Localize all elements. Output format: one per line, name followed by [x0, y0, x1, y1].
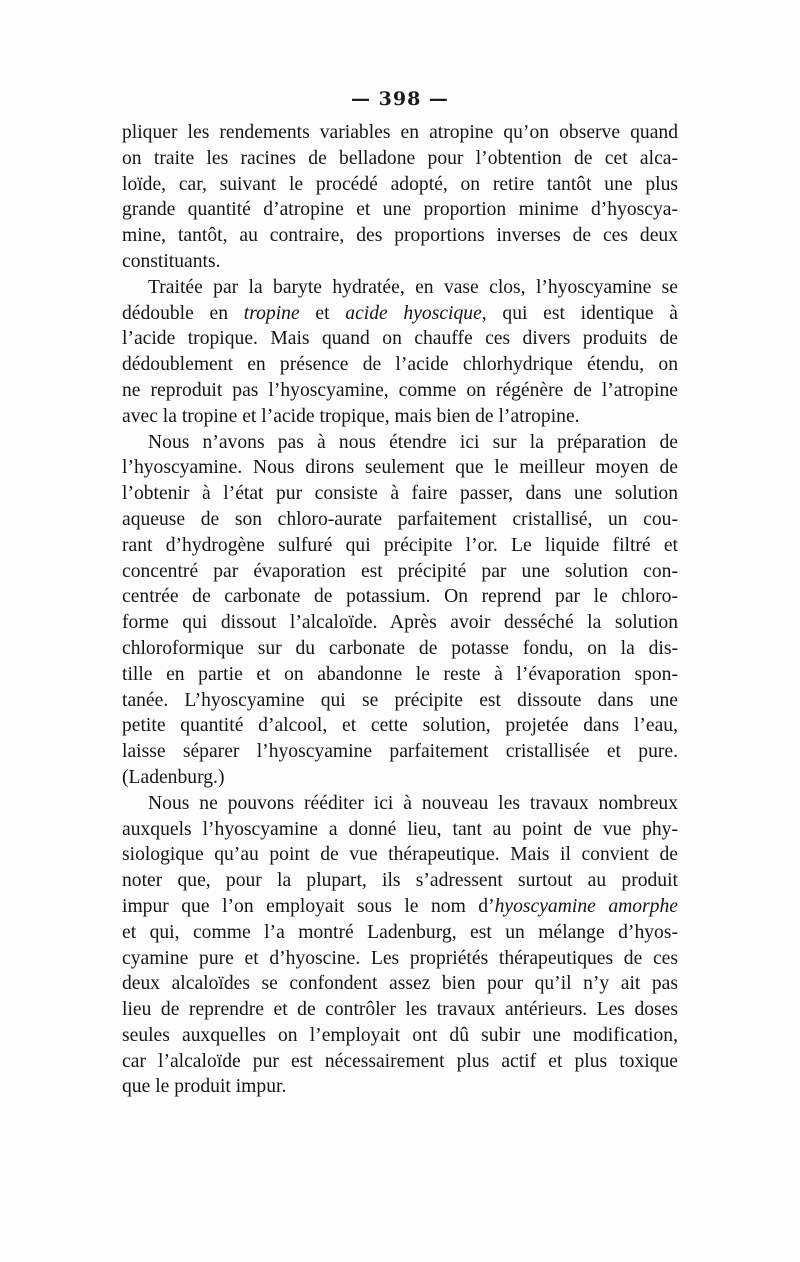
text-line: ne reproduit pas l’hyoscyamine, comme on régénère de l’atropine — [122, 379, 678, 401]
text-line: dédoublement en présence de l’acide chlorhydrique étendu, on — [122, 354, 678, 376]
text-line: dédouble en tropine et acide hyoscique, qui est identique à — [122, 302, 678, 324]
text-line: tanée. L’hyoscyamine qui se précipite est dissoute dans une — [122, 689, 678, 711]
text-line: (Ladenburg.) — [122, 766, 225, 788]
text-line: rant d’hydrogène sulfuré qui précipite l’or. Le liquide filtré et — [122, 534, 678, 556]
paragraph — [122, 120, 678, 275]
text-line: forme qui dissout l’alcaloïde. Après avoir desséché la solution — [122, 612, 678, 634]
text-line: centrée de carbonate de potassium. On reprend par le chloro- — [122, 586, 678, 608]
text-line: Traitée par la baryte hydratée, en vase clos, l’hyoscyamine se — [148, 276, 678, 298]
text-line: grande quantité d’atropine et une proportion minime d’hyoscya- — [122, 199, 678, 221]
text-line: l’obtenir à l’état pur consiste à faire passer, dans une solution — [122, 483, 678, 505]
text-line: que le produit impur. — [122, 1076, 287, 1098]
text-line: lieu de reprendre et de contrôler les travaux antérieurs. Les doses — [122, 999, 678, 1021]
italic-term: tropine — [243, 302, 300, 324]
body-text — [122, 120, 678, 1100]
italic-term: hyoscyamine amorphe — [494, 895, 678, 917]
text-line: on traite les racines de belladone pour l’obtention de cet alca- — [122, 147, 678, 169]
text-line: cyamine pure et d’hyoscine. Les propriétés thérapeutiques de ces — [122, 947, 678, 969]
paragraph — [122, 791, 678, 1101]
text-line: l’acide tropique. Mais quand on chauffe ces divers produits de — [122, 328, 678, 350]
text-line: aqueuse de son chloro-aurate parfaitement cristallisé, un cou- — [122, 508, 678, 530]
text-line: tille en partie et on abandonne le reste à l’évaporation spon- — [122, 663, 678, 685]
text-line: deux alcaloïdes se confondent assez bien pour qu’il n’y ait pas — [122, 973, 678, 995]
page-number: — 398 — — [351, 88, 449, 110]
text-line: mine, tantôt, au contraire, des proportions inverses de ces deux — [122, 225, 678, 247]
paragraph — [122, 275, 678, 430]
text-line: concentré par évaporation est précipité par une solution con- — [122, 560, 678, 582]
text-line: Nous n’avons pas à nous étendre ici sur la préparation de — [148, 431, 678, 453]
text-line: constituants. — [122, 250, 221, 272]
text-line: l’hyoscyamine. Nous dirons seulement que le meilleur moyen de — [122, 457, 678, 479]
text-line: avec la tropine et l’acide tropique, mais bien de l’atropine. — [122, 405, 580, 427]
text-line: impur que l’on employait sous le nom d’hyoscyamine amorphe — [122, 895, 678, 917]
text-line: auxquels l’hyoscyamine a donné lieu, tant au point de vue phy- — [122, 818, 678, 840]
text-line: car l’alcaloïde pur est nécessairement plus actif et plus toxique — [122, 1050, 678, 1072]
text-line: loïde, car, suivant le procédé adopté, on retire tantôt une plus — [122, 173, 678, 195]
text-line: noter que, pour la plupart, ils s’adressent surtout au produit — [122, 870, 678, 892]
text-line: seules auxquelles on l’employait ont dû subir une modification, — [122, 1024, 678, 1046]
text-line: siologique qu’au point de vue thérapeutique. Mais il convient de — [122, 844, 678, 866]
text-line: pliquer les rendements variables en atropine qu’on observe quand — [122, 122, 678, 143]
text-line: Nous ne pouvons rééditer ici à nouveau les travaux nombreux — [148, 792, 678, 814]
text-line: petite quantité d’alcool, et cette solution, projetée dans l’eau, — [122, 715, 678, 737]
text-line: laisse séparer l’hyoscyamine parfaitement cristallisée et pure. — [122, 741, 678, 763]
text-line: chloroformique sur du carbonate de potasse fondu, on la dis- — [122, 637, 678, 659]
paragraph — [122, 430, 678, 791]
italic-term: acide hyoscique — [345, 302, 482, 324]
text-line: et qui, comme l’a montré Ladenburg, est un mélange d’hyos- — [122, 921, 678, 943]
